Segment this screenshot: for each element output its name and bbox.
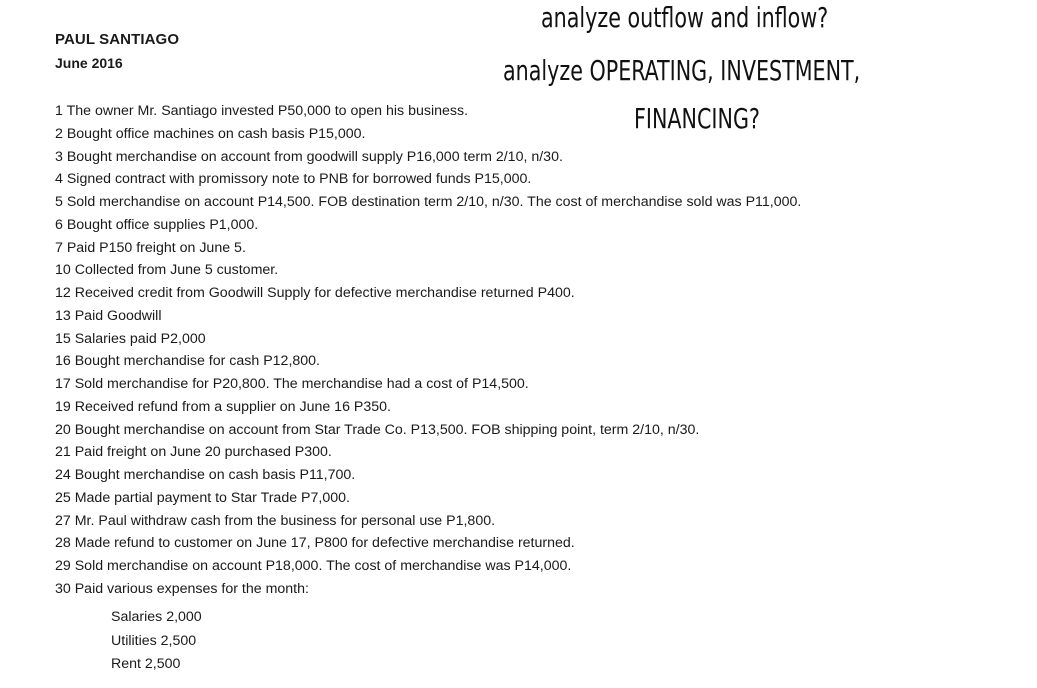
transaction-item: 7 Paid P150 freight on June 5.	[55, 239, 246, 256]
expense-item-rent: Rent 2,500	[111, 656, 181, 672]
transaction-item: 1 The owner Mr. Santiago invested P50,000 to open his business.	[55, 103, 469, 119]
expense-item-utilities: Utilities 2,500	[111, 632, 197, 649]
transaction-item: 30 Paid various expenses for the month:	[55, 580, 309, 597]
transaction-item: 2 Bought office machines on cash basis P15,000.	[55, 125, 366, 142]
transaction-item: 4 Signed contract with promissory note to PNB for borrowed funds P15,000.	[55, 171, 532, 188]
transaction-item: 19 Received refund from a supplier on June 16 P350.	[55, 398, 391, 415]
question-activities: analyze OPERATING, INVESTMENT,	[503, 54, 861, 87]
transaction-item: 29 Sold merchandise on account P18,000. The cost of merchandise was P14,000.	[55, 558, 572, 574]
period-label: June 2016	[55, 55, 123, 71]
transaction-item: 27 Mr. Paul withdraw cash from the business for personal use P1,800.	[55, 512, 496, 529]
transaction-item: 25 Made partial payment to Star Trade P7,000.	[55, 489, 350, 506]
transaction-item: 6 Bought office supplies P1,000.	[55, 216, 259, 233]
transaction-item: 21 Paid freight on June 20 purchased P300.	[55, 444, 332, 461]
transaction-item: 10 Collected from June 5 customer.	[55, 262, 279, 279]
transaction-item: 16 Bought merchandise for cash P12,800.	[55, 353, 321, 370]
transaction-item: 13 Paid Goodwill	[55, 307, 162, 324]
expense-item-salaries: Salaries 2,000	[111, 609, 202, 625]
transaction-item: 15 Salaries paid P2,000	[55, 330, 206, 347]
transaction-list	[55, 100, 801, 601]
transaction-item: 17 Sold merchandise for P20,800. The merchandise had a cost of P14,500.	[55, 376, 529, 392]
transaction-item: 24 Bought merchandise on cash basis P11,700.	[55, 467, 356, 483]
transaction-item: 28 Made refund to customer on June 17, P800 for defective merchandise returned.	[55, 535, 575, 552]
expense-list	[111, 606, 202, 677]
transaction-item: 5 Sold merchandise on account P14,500. FOB destination term 2/10, n/30. The cost of merchandise sold was P11,000.	[55, 194, 802, 210]
question-outflow-inflow: analyze outflow and inflow?	[541, 1, 829, 34]
transaction-item: 12 Received credit from Goodwill Supply for defective merchandise returned P400.	[55, 285, 575, 301]
owner-name: PAUL SANTIAGO	[55, 31, 180, 48]
question-financing: FINANCING?	[634, 102, 760, 135]
transaction-item: 20 Bought merchandise on account from Star Trade Co. P13,500. FOB shipping point, term 2/10, n/30.	[55, 421, 700, 438]
transaction-item: 3 Bought merchandise on account from goodwill supply P16,000 term 2/10, n/30.	[55, 148, 563, 165]
